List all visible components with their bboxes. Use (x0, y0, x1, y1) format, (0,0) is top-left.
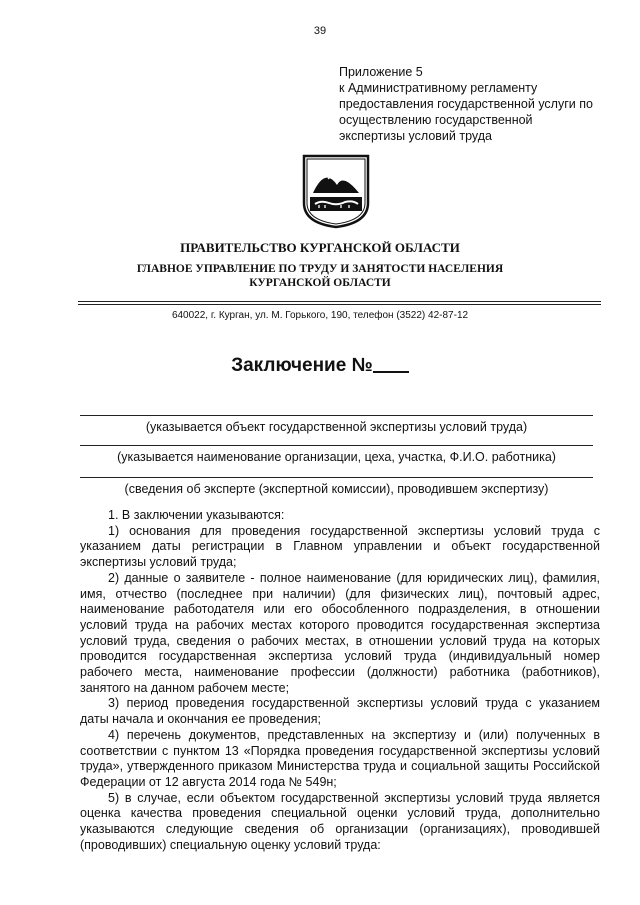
kurgan-coat-of-arms-icon (301, 153, 371, 229)
department-name (0, 262, 640, 290)
number-blank (373, 353, 409, 373)
paragraph: 1) основания для проведения государственной экспертизы условий труда с указанием даты регистрации в Главном управлении и объект государственной экспертизы условий труда; (80, 523, 600, 570)
conclusion-body (80, 508, 600, 853)
paragraph: 5) в случае, если объектом государственной экспертизы условий труда является оценка качества проведения специальной оценки условий труда, дополнительно указываются следующие сведения об организации (организациях), проводившей (проводивших) специальную оценку условий труда: (80, 790, 600, 852)
field-caption: (сведения об эксперте (экспертной комиссии), проводившем экспертизу) (124, 482, 549, 496)
paragraph: 3) период проведения государственной экспертизы условий труда с указанием даты начала и окончания ее проведения; (80, 696, 600, 727)
header-divider (78, 304, 601, 305)
fill-line (80, 415, 593, 416)
fill-line (80, 477, 593, 478)
appendix-line: экспертизы условий труда (339, 129, 492, 143)
paragraph: 1. В заключении указываются: (108, 508, 285, 522)
department-line: ГЛАВНОЕ УПРАВЛЕНИЕ ПО ТРУДУ И ЗАНЯТОСТИ НАСЕЛЕНИЯ (136, 263, 504, 275)
field-caption: (указывается наименование организации, цеха, участка, Ф.И.О. работника) (117, 450, 556, 464)
header-divider (78, 301, 601, 302)
fill-line (80, 445, 593, 446)
paragraph: 4) перечень документов, представленных на экспертизу и (или) полученных в соответствии с пунктом 13 «Порядка проведения государственной экспертизы условий труда», утвержденного приказом Министерства труда и социальной защиты Российской Федерации от 12 августа 2014 года № 549н; (80, 727, 600, 789)
document-title (0, 353, 640, 377)
paragraph: 2) данные о заявителе - полное наименование (для юридических лиц), фамилия, имя, отчество (последнее при наличии) (для физических лиц), почтовый адрес, наименование работодателя или его обособленного подразделения, в отношении условий труда на рабочих местах которого проводится государственная экспертиза условий труда, сведения о рабочих местах, в отношении условий труда на которых проводится государственная экспертиза условий труда (индивидуальный номер рабочего места, наименование профессии (должности) работника (работников), занятого на данном рабочем месте; (80, 570, 600, 695)
organization-address: 640022, г. Курган, ул. М. Горького, 190, телефон (3522) 42-87-12 (171, 310, 469, 321)
department-line: КУРГАНСКОЙ ОБЛАСТИ (249, 277, 391, 289)
government-name: ПРАВИТЕЛЬСТВО КУРГАНСКОЙ ОБЛАСТИ (180, 240, 460, 255)
appendix-line: предоставления государственной услуги по (339, 97, 593, 111)
appendix-note (339, 64, 609, 144)
appendix-line: Приложение 5 (339, 65, 423, 79)
appendix-line: к Административному регламенту (339, 81, 538, 95)
title-text: Заключение № (231, 355, 373, 376)
page-number: 39 (313, 25, 327, 37)
appendix-line: осуществлению государственной (339, 113, 533, 127)
field-caption: (указывается объект государственной экспертизы условий труда) (145, 420, 528, 434)
